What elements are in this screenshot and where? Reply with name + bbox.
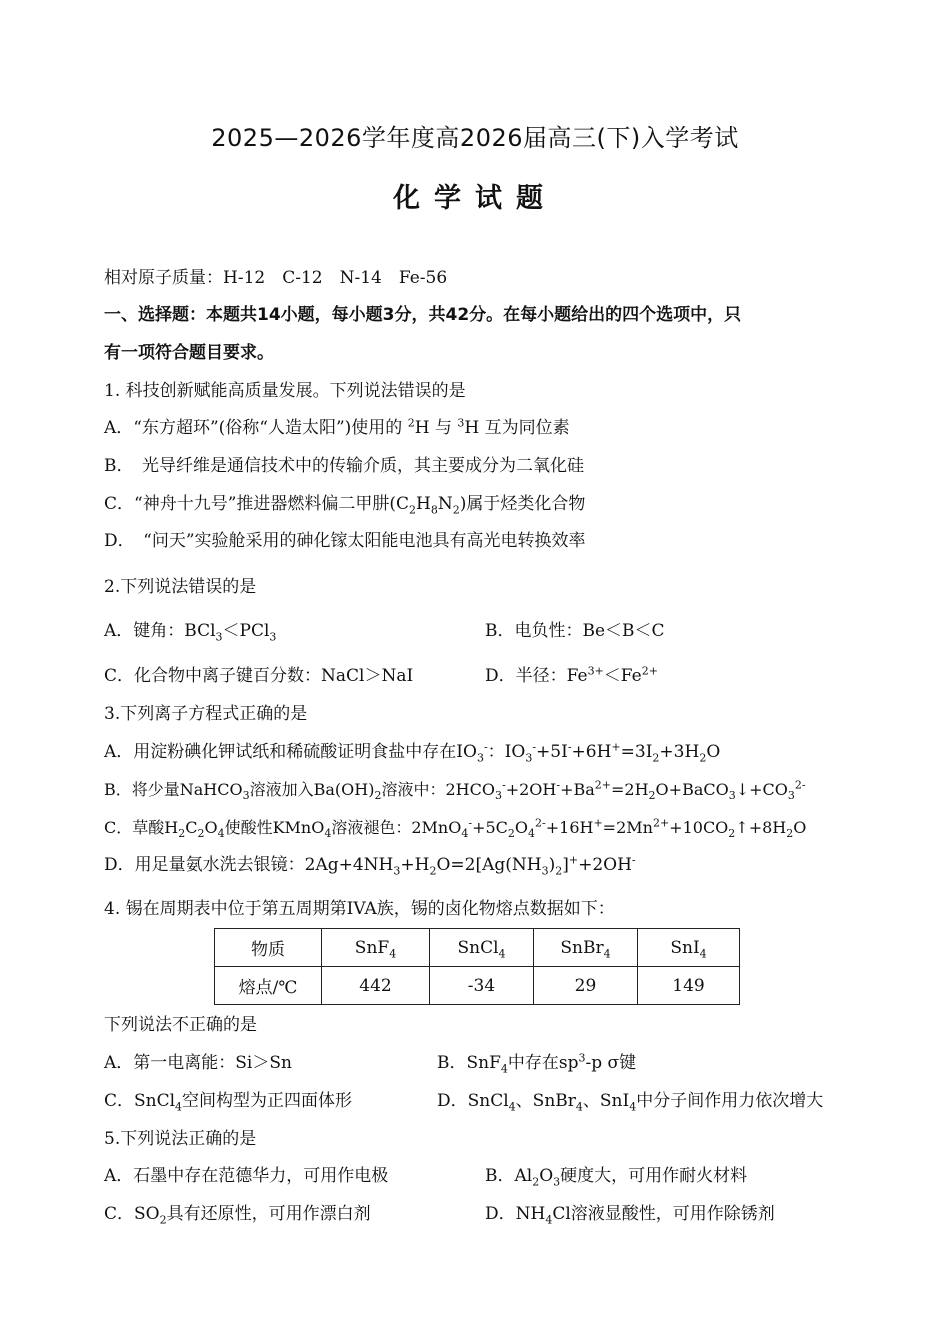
q5-stem: 5.下列说法正确的是: [104, 1129, 257, 1149]
q3-option-d: D．用足量氨水洗去银镜：$2Ag+4NH_3+H_2O=2[Ag(NH_3)_2]^++2OH^-$: [104, 853, 636, 878]
q2-stem: 2.下列说法错误的是: [104, 577, 257, 597]
table-cell: 149: [638, 967, 740, 1005]
table-compound: SnBr$_4$: [534, 929, 638, 967]
q4-option-c: C．SnCl$_4$空间构型为正四面体形: [104, 1091, 353, 1114]
section-heading-line2: 有一项符合题目要求。: [104, 343, 274, 363]
q4-option-a: A．第一电离能：Si＞Sn: [104, 1053, 292, 1073]
q4-option-b: B．SnF$_4$中存在$sp^3-p$ σ键: [437, 1051, 637, 1076]
q2-option-b: B．电负性：Be＜B＜C: [485, 621, 665, 641]
subject-title: 化学试题: [393, 183, 557, 214]
q1-option-c: C．“神舟十九号”推进器燃料偏二甲肼$(C_2H_8N_2)$属于烃类化合物: [104, 494, 586, 517]
q1-option-d: D． “问天”实验舱采用的砷化镓太阳能电池具有高光电转换效率: [104, 531, 586, 551]
table-header-row: [215, 929, 740, 967]
q3-stem: 3.下列离子方程式正确的是: [104, 704, 308, 724]
exam-title: 2025—2026学年度高2026届高三(下)入学考试: [211, 124, 739, 152]
q1-stem: 1. 科技创新赋能高质量发展。下列说法错误的是: [104, 381, 466, 401]
table-compound: SnF$_4$: [322, 929, 430, 967]
table-cell: 29: [534, 967, 638, 1005]
q5-option-d: D．$NH_4Cl$溶液显酸性，可用作除锈剂: [485, 1204, 775, 1227]
table-cell: 442: [322, 967, 430, 1005]
melting-point-table: [214, 928, 740, 1005]
q4-stem: 4. 锡在周期表中位于第五周期第IVA族，锡的卤化物熔点数据如下：: [104, 899, 615, 919]
q4-question: 下列说法不正确的是: [104, 1015, 257, 1035]
section-heading-line1: 一、选择题：本题共14小题，每小题3分，共42分。在每小题给出的四个选项中，只: [104, 305, 742, 325]
table-row-label: 熔点/℃: [215, 967, 322, 1005]
atomic-mass-line: 相对原子质量：H-12 C-12 N-14 Fe-56: [104, 268, 448, 288]
table-compound: SnCl$_4$: [430, 929, 534, 967]
q5-option-c: C．$SO_2$具有还原性，可用作漂白剂: [104, 1204, 371, 1227]
table-row: [215, 967, 740, 1005]
q2-option-a: A．键角：BCl$_3$＜PCl$_3$: [104, 621, 277, 644]
q2-option-c: C．化合物中离子键百分数：NaCl＞NaI: [104, 666, 414, 686]
q4-option-d: D．SnCl$_4$、SnBr$_4$、SnI$_4$中分子间作用力依次增大: [437, 1091, 824, 1114]
q3-option-b: B．将少量NaHCO$_3$溶液加入$Ba(OH)_2$溶液中：$2HCO_3^-+2OH^-+Ba^{2+}=2H_2O+BaCO_3↓+CO_3^{2-}$: [104, 778, 806, 803]
q5-option-a: A．石墨中存在范德华力，可用作电极: [104, 1166, 389, 1186]
q2-option-d: D．半径：$Fe^{3+}<Fe^{2+}$: [485, 664, 658, 686]
q3-option-a: A．用淀粉碘化钾试纸和稀硫酸证明食盐中存在$IO_3^-$：$IO_3^-+5I^-+6H^+=3I_2+3H_2O$: [104, 740, 721, 765]
q1-option-a: A．“东方超环”(俗称“人造太阳”)使用的 $^2$H 与 $^3$H 互为同位素: [104, 416, 570, 438]
q5-option-b: B．$Al_2O_3$硬度大，可用作耐火材料: [485, 1166, 748, 1189]
table-compound: SnI$_4$: [638, 929, 740, 967]
q1-option-b: B． 光导纤维是通信技术中的传输介质，其主要成分为二氧化硅: [104, 456, 584, 476]
table-cell: -34: [430, 967, 534, 1005]
q3-option-c: C．草酸$H_2C_2O_4$使酸性KMnO$_4$溶液褪色：$2MnO_4^-+5C_2O_4^{2-}+16H^+=2Mn^{2+}+10CO_2↑+8H_2O$: [104, 816, 807, 841]
table-header-label: 物质: [215, 929, 322, 967]
